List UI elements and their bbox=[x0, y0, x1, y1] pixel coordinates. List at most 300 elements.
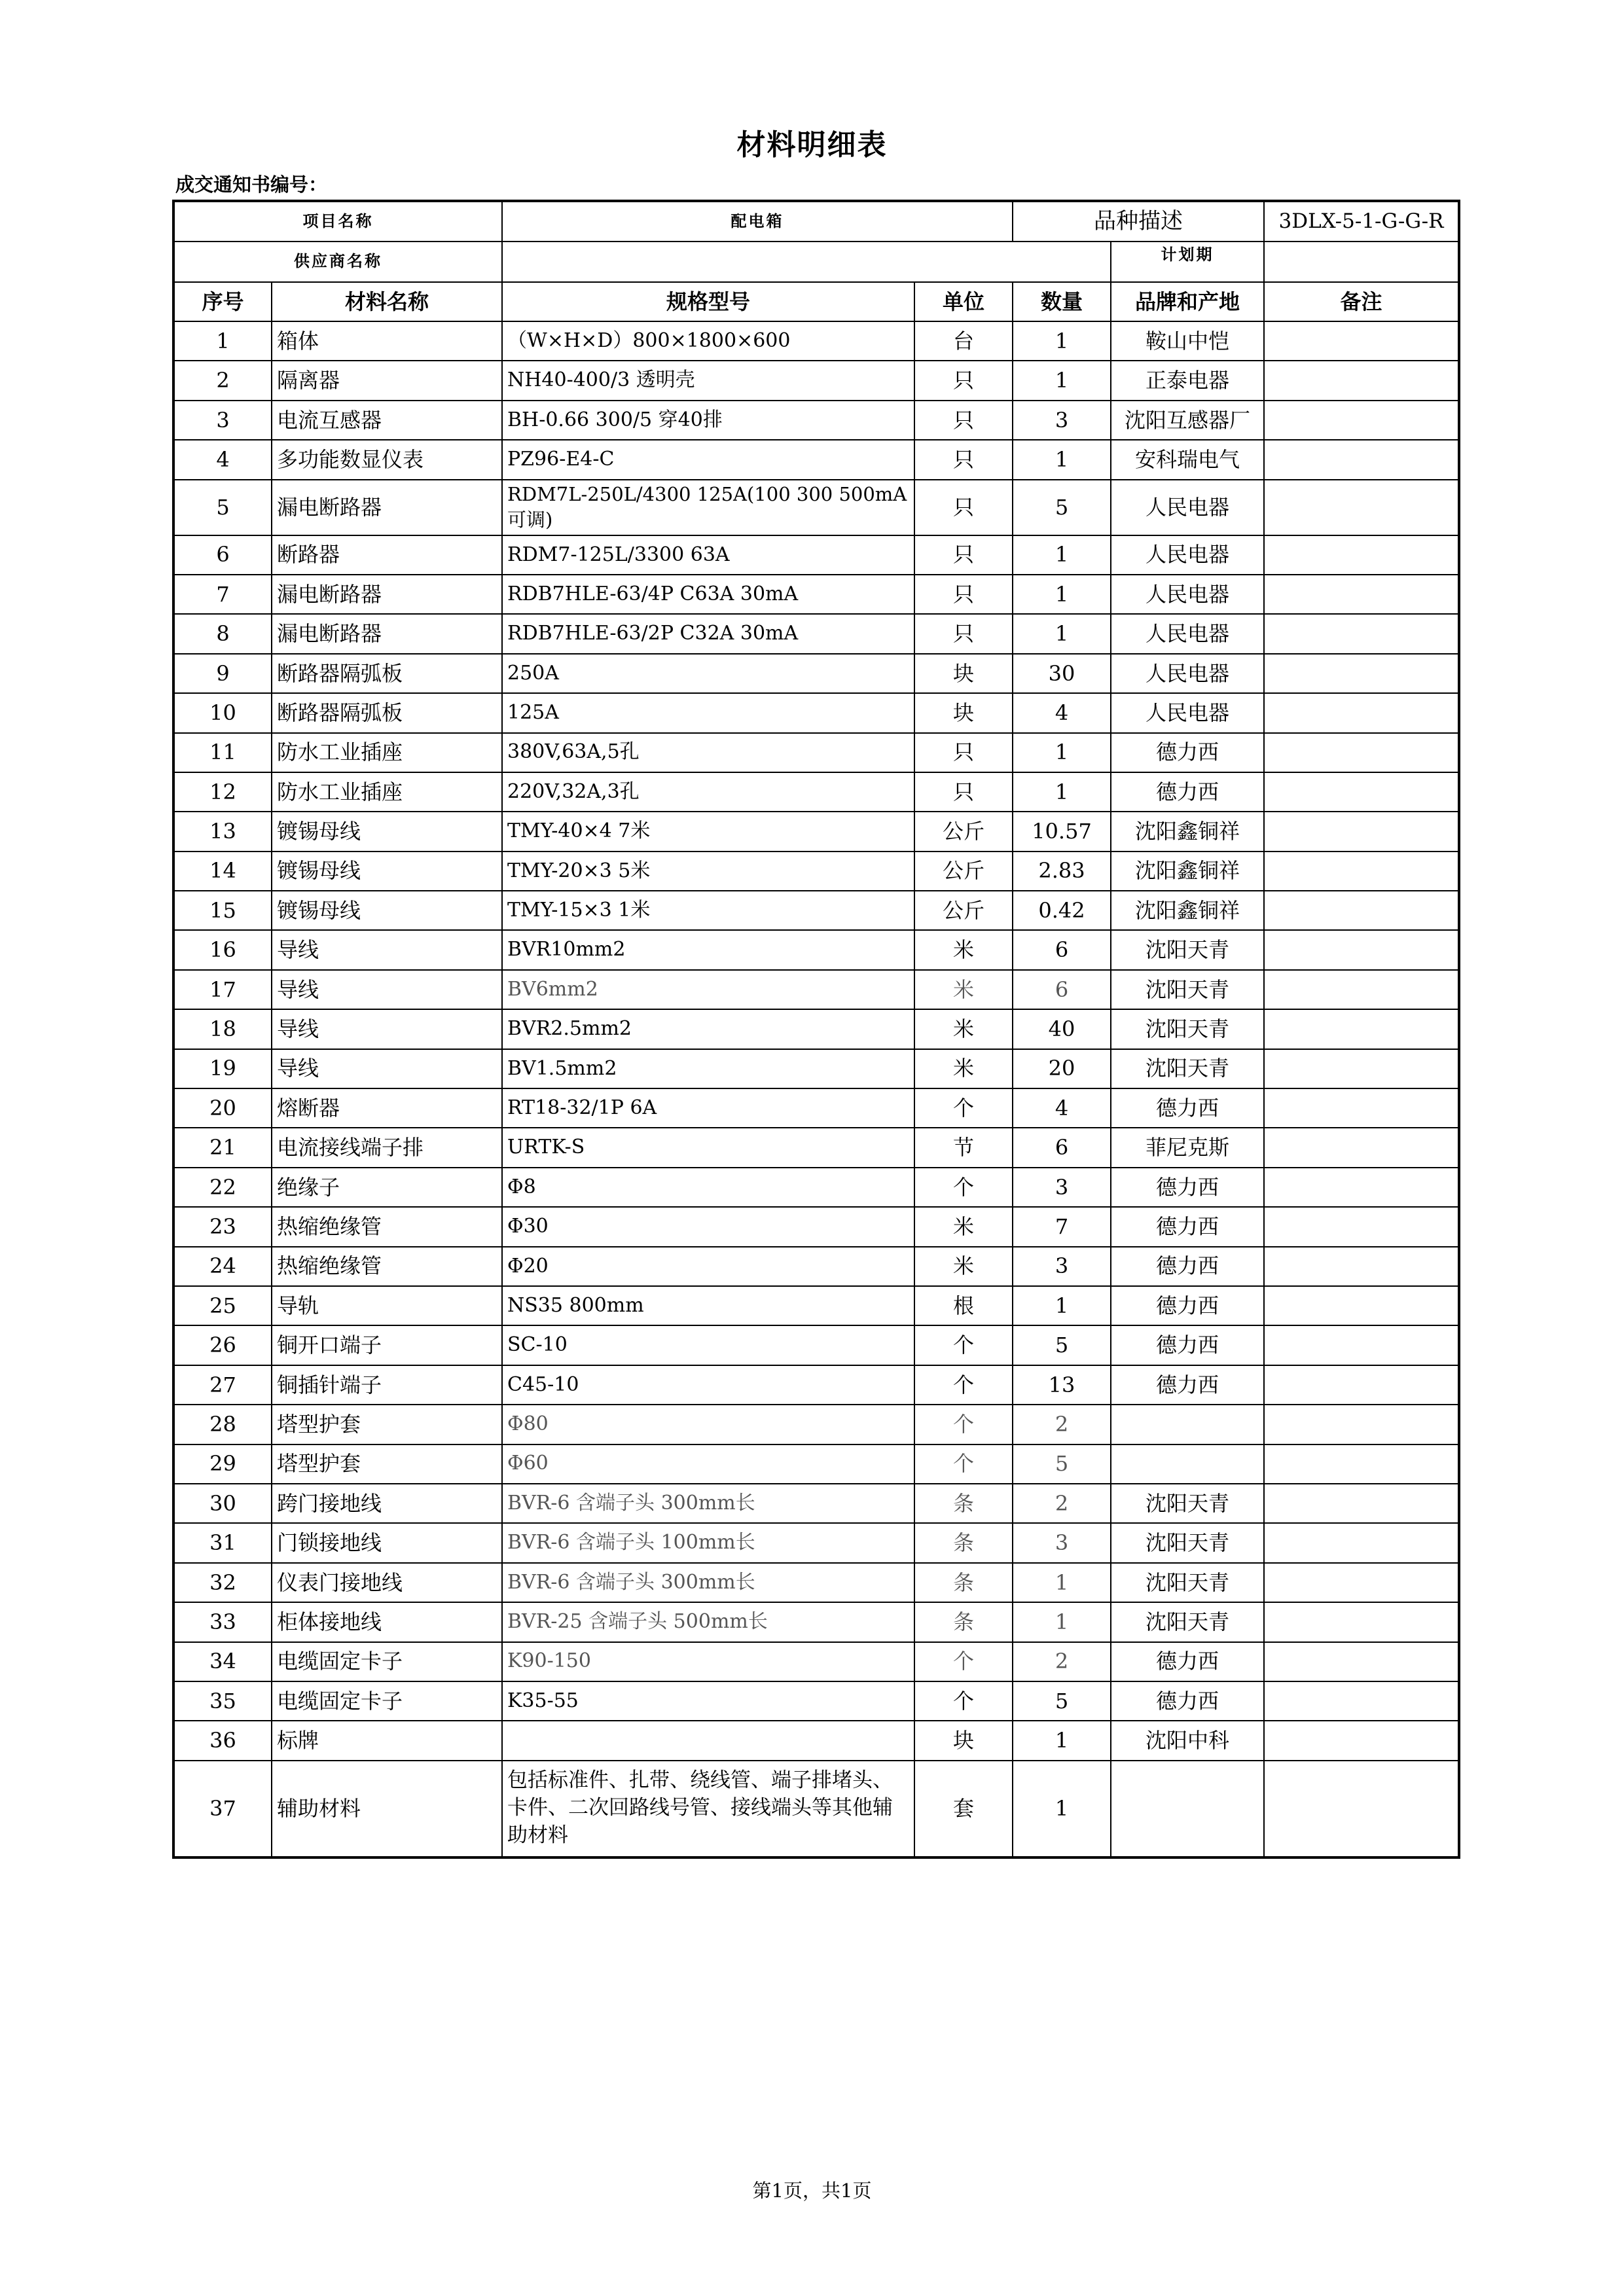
brand-origin-cell: 德力西 bbox=[1111, 1207, 1264, 1246]
unit-cell: 条 bbox=[914, 1602, 1013, 1641]
table-row bbox=[173, 1681, 1459, 1721]
quantity-cell: 1 bbox=[1013, 733, 1111, 772]
quantity-cell: 3 bbox=[1013, 401, 1111, 440]
unit-cell: 只 bbox=[914, 401, 1013, 440]
brand-origin-cell: 德力西 bbox=[1111, 1247, 1264, 1286]
spec-model-cell: TMY-40×4 7米 bbox=[502, 812, 914, 851]
remark-cell bbox=[1264, 401, 1459, 440]
supplier-name-label: 供应商名称 bbox=[173, 242, 502, 282]
row-number-cell: 21 bbox=[173, 1128, 272, 1167]
remark-cell bbox=[1264, 361, 1459, 400]
unit-cell: 只 bbox=[914, 575, 1013, 614]
remark-cell bbox=[1264, 1365, 1459, 1405]
unit-cell: 只 bbox=[914, 614, 1013, 653]
table-row bbox=[173, 654, 1459, 693]
spec-model-cell: C45-10 bbox=[502, 1365, 914, 1405]
row-number-cell: 26 bbox=[173, 1325, 272, 1365]
remark-cell bbox=[1264, 930, 1459, 969]
brand-origin-cell: 鞍山中恺 bbox=[1111, 321, 1264, 361]
spec-model-cell: BH-0.66 300/5 穿40排 bbox=[502, 401, 914, 440]
spec-model-cell: Φ60 bbox=[502, 1444, 914, 1484]
remark-cell bbox=[1264, 575, 1459, 614]
table-row bbox=[173, 1523, 1459, 1562]
quantity-cell: 1 bbox=[1013, 535, 1111, 575]
quantity-cell: 1 bbox=[1013, 575, 1111, 614]
row-number-cell: 12 bbox=[173, 772, 272, 812]
brand-origin-cell: 德力西 bbox=[1111, 1168, 1264, 1207]
row-number-cell: 37 bbox=[173, 1761, 272, 1857]
material-name-cell: 熔断器 bbox=[272, 1088, 502, 1128]
remark-cell bbox=[1264, 812, 1459, 851]
table-row bbox=[173, 614, 1459, 653]
column-header-unit: 单位 bbox=[914, 282, 1013, 321]
row-number-cell: 13 bbox=[173, 812, 272, 851]
row-number-cell: 31 bbox=[173, 1523, 272, 1562]
table-row bbox=[173, 1207, 1459, 1246]
unit-cell: 条 bbox=[914, 1523, 1013, 1562]
spec-model-cell: RDM7L-250L/4300 125A(100 300 500mA可调) bbox=[502, 480, 914, 535]
unit-cell: 块 bbox=[914, 654, 1013, 693]
remark-cell bbox=[1264, 654, 1459, 693]
material-name-cell: 铜插针端子 bbox=[272, 1365, 502, 1405]
row-number-cell: 32 bbox=[173, 1563, 272, 1602]
row-number-cell: 5 bbox=[173, 480, 272, 535]
unit-cell: 个 bbox=[914, 1325, 1013, 1365]
table-row bbox=[173, 693, 1459, 732]
brand-origin-cell: 沈阳中科 bbox=[1111, 1721, 1264, 1760]
brand-origin-cell: 沈阳鑫铜祥 bbox=[1111, 812, 1264, 851]
unit-cell: 米 bbox=[914, 1009, 1013, 1049]
quantity-cell: 7 bbox=[1013, 1207, 1111, 1246]
material-name-cell: 漏电断路器 bbox=[272, 575, 502, 614]
brand-origin-cell: 人民电器 bbox=[1111, 614, 1264, 653]
column-header-name: 材料名称 bbox=[272, 282, 502, 321]
page-title: 材料明细表 bbox=[736, 128, 888, 162]
material-name-cell: 导线 bbox=[272, 1009, 502, 1049]
brand-origin-cell: 沈阳天青 bbox=[1111, 1602, 1264, 1641]
quantity-cell: 1 bbox=[1013, 321, 1111, 361]
row-number-cell: 6 bbox=[173, 535, 272, 575]
spec-model-cell: 包括标准件、扎带、绕线管、端子排堵头、卡件、二次回路线号管、接线端头等其他辅助材料 bbox=[502, 1761, 914, 1857]
brand-origin-cell: 德力西 bbox=[1111, 733, 1264, 772]
column-header-qty: 数量 bbox=[1013, 282, 1111, 321]
table-row bbox=[173, 1444, 1459, 1484]
unit-cell: 条 bbox=[914, 1563, 1013, 1602]
remark-cell bbox=[1264, 1761, 1459, 1857]
quantity-cell: 20 bbox=[1013, 1049, 1111, 1088]
remark-cell bbox=[1264, 891, 1459, 930]
remark-cell bbox=[1264, 1247, 1459, 1286]
brand-origin-cell: 沈阳天青 bbox=[1111, 1484, 1264, 1523]
quantity-cell: 1 bbox=[1013, 772, 1111, 812]
unit-cell: 只 bbox=[914, 535, 1013, 575]
row-number-cell: 4 bbox=[173, 440, 272, 479]
table-row bbox=[173, 321, 1459, 361]
brand-origin-cell: 人民电器 bbox=[1111, 654, 1264, 693]
materials-table bbox=[172, 200, 1460, 1859]
spec-model-cell: NS35 800mm bbox=[502, 1286, 914, 1325]
quantity-cell: 5 bbox=[1013, 480, 1111, 535]
spec-model-cell: BVR-6 含端子头 100mm长 bbox=[502, 1523, 914, 1562]
remark-cell bbox=[1264, 1721, 1459, 1760]
remark-cell bbox=[1264, 1325, 1459, 1365]
remark-cell bbox=[1264, 535, 1459, 575]
spec-model-cell: RT18-32/1P 6A bbox=[502, 1088, 914, 1128]
material-name-cell: 塔型护套 bbox=[272, 1405, 502, 1444]
variety-description-value: 3DLX-5-1-G-G-R bbox=[1264, 201, 1459, 242]
plan-period-value bbox=[1264, 242, 1459, 282]
row-number-cell: 25 bbox=[173, 1286, 272, 1325]
spec-model-cell: Φ8 bbox=[502, 1168, 914, 1207]
column-header-spec: 规格型号 bbox=[502, 282, 914, 321]
brand-origin-cell bbox=[1111, 1761, 1264, 1857]
table-row bbox=[173, 1286, 1459, 1325]
spec-model-cell: BV1.5mm2 bbox=[502, 1049, 914, 1088]
material-name-cell: 电流接线端子排 bbox=[272, 1128, 502, 1167]
remark-cell bbox=[1264, 1009, 1459, 1049]
row-number-cell: 14 bbox=[173, 852, 272, 891]
quantity-cell: 5 bbox=[1013, 1325, 1111, 1365]
spec-model-cell: NH40-400/3 透明壳 bbox=[502, 361, 914, 400]
remark-cell bbox=[1264, 1642, 1459, 1681]
quantity-cell: 0.42 bbox=[1013, 891, 1111, 930]
quantity-cell: 4 bbox=[1013, 693, 1111, 732]
spec-model-cell: BVR10mm2 bbox=[502, 930, 914, 969]
spec-model-cell: 125A bbox=[502, 693, 914, 732]
spec-model-cell: BVR-25 含端子头 500mm长 bbox=[502, 1602, 914, 1641]
unit-cell: 只 bbox=[914, 733, 1013, 772]
spec-model-cell: TMY-20×3 5米 bbox=[502, 852, 914, 891]
row-number-cell: 16 bbox=[173, 930, 272, 969]
quantity-cell: 40 bbox=[1013, 1009, 1111, 1049]
material-name-cell: 热缩绝缘管 bbox=[272, 1207, 502, 1246]
table-row bbox=[173, 1405, 1459, 1444]
remark-cell bbox=[1264, 1049, 1459, 1088]
unit-cell: 个 bbox=[914, 1642, 1013, 1681]
quantity-cell: 2 bbox=[1013, 1405, 1111, 1444]
material-name-cell: 导线 bbox=[272, 970, 502, 1009]
brand-origin-cell: 沈阳天青 bbox=[1111, 1523, 1264, 1562]
unit-cell: 米 bbox=[914, 1247, 1013, 1286]
row-number-cell: 8 bbox=[173, 614, 272, 653]
quantity-cell: 6 bbox=[1013, 970, 1111, 1009]
header-row-project bbox=[173, 201, 1459, 242]
quantity-cell: 5 bbox=[1013, 1444, 1111, 1484]
material-name-cell: 断路器隔弧板 bbox=[272, 654, 502, 693]
unit-cell: 块 bbox=[914, 1721, 1013, 1760]
unit-cell: 米 bbox=[914, 1207, 1013, 1246]
brand-origin-cell: 德力西 bbox=[1111, 1286, 1264, 1325]
material-name-cell: 断路器 bbox=[272, 535, 502, 575]
table-row bbox=[173, 1642, 1459, 1681]
material-name-cell: 辅助材料 bbox=[272, 1761, 502, 1857]
table-row bbox=[173, 891, 1459, 930]
unit-cell: 套 bbox=[914, 1761, 1013, 1857]
remark-cell bbox=[1264, 1168, 1459, 1207]
spec-model-cell: 380V,63A,5孔 bbox=[502, 733, 914, 772]
remark-cell bbox=[1264, 614, 1459, 653]
unit-cell: 个 bbox=[914, 1365, 1013, 1405]
brand-origin-cell: 沈阳鑫铜祥 bbox=[1111, 852, 1264, 891]
quantity-cell: 1 bbox=[1013, 361, 1111, 400]
remark-cell bbox=[1264, 1088, 1459, 1128]
unit-cell: 公斤 bbox=[914, 852, 1013, 891]
table-row bbox=[173, 772, 1459, 812]
brand-origin-cell: 德力西 bbox=[1111, 1681, 1264, 1721]
remark-cell bbox=[1264, 1207, 1459, 1246]
column-header-no: 序号 bbox=[173, 282, 272, 321]
remark-cell bbox=[1264, 440, 1459, 479]
table-row bbox=[173, 1484, 1459, 1523]
material-name-cell: 门锁接地线 bbox=[272, 1523, 502, 1562]
unit-cell: 节 bbox=[914, 1128, 1013, 1167]
brand-origin-cell: 德力西 bbox=[1111, 1642, 1264, 1681]
row-number-cell: 29 bbox=[173, 1444, 272, 1484]
spec-model-cell: PZ96-E4-C bbox=[502, 440, 914, 479]
unit-cell: 只 bbox=[914, 480, 1013, 535]
brand-origin-cell: 沈阳天青 bbox=[1111, 1563, 1264, 1602]
brand-origin-cell: 沈阳天青 bbox=[1111, 1009, 1264, 1049]
brand-origin-cell: 德力西 bbox=[1111, 772, 1264, 812]
row-number-cell: 7 bbox=[173, 575, 272, 614]
row-number-cell: 20 bbox=[173, 1088, 272, 1128]
remark-cell bbox=[1264, 1405, 1459, 1444]
row-number-cell: 10 bbox=[173, 693, 272, 732]
unit-cell: 米 bbox=[914, 930, 1013, 969]
material-name-cell: 标牌 bbox=[272, 1721, 502, 1760]
table-row bbox=[173, 733, 1459, 772]
brand-origin-cell: 正泰电器 bbox=[1111, 361, 1264, 400]
table-row bbox=[173, 401, 1459, 440]
material-name-cell: 镀锡母线 bbox=[272, 891, 502, 930]
row-number-cell: 34 bbox=[173, 1642, 272, 1681]
spec-model-cell: K90-150 bbox=[502, 1642, 914, 1681]
quantity-cell: 1 bbox=[1013, 1761, 1111, 1857]
material-name-cell: 柜体接地线 bbox=[272, 1602, 502, 1641]
remark-cell bbox=[1264, 1681, 1459, 1721]
unit-cell: 条 bbox=[914, 1484, 1013, 1523]
page-footer: 第1页，共1页 bbox=[752, 2179, 872, 2202]
brand-origin-cell: 人民电器 bbox=[1111, 535, 1264, 575]
remark-cell bbox=[1264, 1563, 1459, 1602]
unit-cell: 只 bbox=[914, 440, 1013, 479]
row-number-cell: 1 bbox=[173, 321, 272, 361]
spec-model-cell: 250A bbox=[502, 654, 914, 693]
spec-model-cell: Φ80 bbox=[502, 1405, 914, 1444]
project-name-value: 配电箱 bbox=[502, 201, 1013, 242]
material-name-cell: 导线 bbox=[272, 1049, 502, 1088]
row-number-cell: 17 bbox=[173, 970, 272, 1009]
remark-cell bbox=[1264, 1444, 1459, 1484]
spec-model-cell: RDB7HLE-63/2P C32A 30mA bbox=[502, 614, 914, 653]
table-row bbox=[173, 1365, 1459, 1405]
spec-model-cell: 220V,32A,3孔 bbox=[502, 772, 914, 812]
unit-cell: 块 bbox=[914, 693, 1013, 732]
row-number-cell: 3 bbox=[173, 401, 272, 440]
material-name-cell: 导线 bbox=[272, 930, 502, 969]
unit-cell: 个 bbox=[914, 1168, 1013, 1207]
brand-origin-cell: 安科瑞电气 bbox=[1111, 440, 1264, 479]
plan-period-label: 计划期 bbox=[1111, 242, 1264, 282]
material-name-cell: 防水工业插座 bbox=[272, 772, 502, 812]
quantity-cell: 6 bbox=[1013, 930, 1111, 969]
unit-cell: 公斤 bbox=[914, 891, 1013, 930]
quantity-cell: 1 bbox=[1013, 1563, 1111, 1602]
material-name-cell: 镀锡母线 bbox=[272, 812, 502, 851]
brand-origin-cell: 德力西 bbox=[1111, 1325, 1264, 1365]
spec-model-cell bbox=[502, 1721, 914, 1760]
row-number-cell: 19 bbox=[173, 1049, 272, 1088]
table-row bbox=[173, 812, 1459, 851]
table-row bbox=[173, 930, 1459, 969]
unit-cell: 只 bbox=[914, 361, 1013, 400]
table-row bbox=[173, 361, 1459, 400]
brand-origin-cell bbox=[1111, 1444, 1264, 1484]
row-number-cell: 18 bbox=[173, 1009, 272, 1049]
material-name-cell: 漏电断路器 bbox=[272, 614, 502, 653]
table-row bbox=[173, 1009, 1459, 1049]
table-row bbox=[173, 970, 1459, 1009]
row-number-cell: 23 bbox=[173, 1207, 272, 1246]
row-number-cell: 15 bbox=[173, 891, 272, 930]
header-row-supplier bbox=[173, 242, 1459, 282]
brand-origin-cell: 德力西 bbox=[1111, 1365, 1264, 1405]
table-row bbox=[173, 1721, 1459, 1760]
material-name-cell: 隔离器 bbox=[272, 361, 502, 400]
row-number-cell: 35 bbox=[173, 1681, 272, 1721]
unit-cell: 个 bbox=[914, 1681, 1013, 1721]
spec-model-cell: SC-10 bbox=[502, 1325, 914, 1365]
material-name-cell: 断路器隔弧板 bbox=[272, 693, 502, 732]
remark-cell bbox=[1264, 852, 1459, 891]
table-row bbox=[173, 575, 1459, 614]
material-name-cell: 铜开口端子 bbox=[272, 1325, 502, 1365]
variety-description-label: 品种描述 bbox=[1013, 201, 1264, 242]
row-number-cell: 36 bbox=[173, 1721, 272, 1760]
remark-cell bbox=[1264, 1286, 1459, 1325]
quantity-cell: 1 bbox=[1013, 1602, 1111, 1641]
table-row bbox=[173, 1247, 1459, 1286]
quantity-cell: 1 bbox=[1013, 1721, 1111, 1760]
brand-origin-cell: 沈阳天青 bbox=[1111, 970, 1264, 1009]
spec-model-cell: Φ30 bbox=[502, 1207, 914, 1246]
column-header-row bbox=[173, 282, 1459, 321]
spec-model-cell: RDM7-125L/3300 63A bbox=[502, 535, 914, 575]
material-name-cell: 电缆固定卡子 bbox=[272, 1681, 502, 1721]
material-name-cell: 漏电断路器 bbox=[272, 480, 502, 535]
material-name-cell: 镀锡母线 bbox=[272, 852, 502, 891]
column-header-brand: 品牌和产地 bbox=[1111, 282, 1264, 321]
row-number-cell: 33 bbox=[173, 1602, 272, 1641]
table-row bbox=[173, 535, 1459, 575]
column-header-note: 备注 bbox=[1264, 282, 1459, 321]
table-row bbox=[173, 1602, 1459, 1641]
unit-cell: 米 bbox=[914, 970, 1013, 1009]
spec-model-cell: K35-55 bbox=[502, 1681, 914, 1721]
spec-model-cell: RDB7HLE-63/4P C63A 30mA bbox=[502, 575, 914, 614]
table-row bbox=[173, 1049, 1459, 1088]
quantity-cell: 13 bbox=[1013, 1365, 1111, 1405]
row-number-cell: 22 bbox=[173, 1168, 272, 1207]
remark-cell bbox=[1264, 1484, 1459, 1523]
spec-model-cell: （W×H×D）800×1800×600 bbox=[502, 321, 914, 361]
quantity-cell: 3 bbox=[1013, 1247, 1111, 1286]
remark-cell bbox=[1264, 733, 1459, 772]
quantity-cell: 3 bbox=[1013, 1523, 1111, 1562]
spec-model-cell: BV6mm2 bbox=[502, 970, 914, 1009]
remark-cell bbox=[1264, 693, 1459, 732]
quantity-cell: 6 bbox=[1013, 1128, 1111, 1167]
row-number-cell: 2 bbox=[173, 361, 272, 400]
unit-cell: 根 bbox=[914, 1286, 1013, 1325]
quantity-cell: 5 bbox=[1013, 1681, 1111, 1721]
row-number-cell: 24 bbox=[173, 1247, 272, 1286]
quantity-cell: 1 bbox=[1013, 614, 1111, 653]
notice-number-label: 成交通知书编号： bbox=[175, 173, 328, 196]
remark-cell bbox=[1264, 970, 1459, 1009]
remark-cell bbox=[1264, 1602, 1459, 1641]
brand-origin-cell: 菲尼克斯 bbox=[1111, 1128, 1264, 1167]
quantity-cell: 4 bbox=[1013, 1088, 1111, 1128]
supplier-name-value bbox=[502, 242, 1111, 282]
table-row bbox=[173, 1325, 1459, 1365]
unit-cell: 只 bbox=[914, 772, 1013, 812]
unit-cell: 台 bbox=[914, 321, 1013, 361]
remark-cell bbox=[1264, 772, 1459, 812]
remark-cell bbox=[1264, 1128, 1459, 1167]
material-name-cell: 跨门接地线 bbox=[272, 1484, 502, 1523]
remark-cell bbox=[1264, 321, 1459, 361]
unit-cell: 公斤 bbox=[914, 812, 1013, 851]
brand-origin-cell: 沈阳互感器厂 bbox=[1111, 401, 1264, 440]
material-name-cell: 电流互感器 bbox=[272, 401, 502, 440]
material-name-cell: 导轨 bbox=[272, 1286, 502, 1325]
row-number-cell: 30 bbox=[173, 1484, 272, 1523]
material-name-cell: 仪表门接地线 bbox=[272, 1563, 502, 1602]
material-name-cell: 绝缘子 bbox=[272, 1168, 502, 1207]
quantity-cell: 1 bbox=[1013, 1286, 1111, 1325]
unit-cell: 米 bbox=[914, 1049, 1013, 1088]
row-number-cell: 27 bbox=[173, 1365, 272, 1405]
row-number-cell: 9 bbox=[173, 654, 272, 693]
spec-model-cell: Φ20 bbox=[502, 1247, 914, 1286]
unit-cell: 个 bbox=[914, 1405, 1013, 1444]
quantity-cell: 3 bbox=[1013, 1168, 1111, 1207]
brand-origin-cell: 沈阳鑫铜祥 bbox=[1111, 891, 1264, 930]
material-name-cell: 电缆固定卡子 bbox=[272, 1642, 502, 1681]
unit-cell: 个 bbox=[914, 1444, 1013, 1484]
remark-cell bbox=[1264, 480, 1459, 535]
quantity-cell: 10.57 bbox=[1013, 812, 1111, 851]
table-row bbox=[173, 440, 1459, 479]
row-number-cell: 11 bbox=[173, 733, 272, 772]
material-name-cell: 塔型护套 bbox=[272, 1444, 502, 1484]
material-name-cell: 防水工业插座 bbox=[272, 733, 502, 772]
quantity-cell: 2 bbox=[1013, 1642, 1111, 1681]
table-row bbox=[173, 852, 1459, 891]
material-name-cell: 箱体 bbox=[272, 321, 502, 361]
row-number-cell: 28 bbox=[173, 1405, 272, 1444]
table-row bbox=[173, 1128, 1459, 1167]
brand-origin-cell: 人民电器 bbox=[1111, 575, 1264, 614]
remark-cell bbox=[1264, 1523, 1459, 1562]
material-name-cell: 多功能数显仪表 bbox=[272, 440, 502, 479]
table-row bbox=[173, 1168, 1459, 1207]
brand-origin-cell bbox=[1111, 1405, 1264, 1444]
spec-model-cell: URTK-S bbox=[502, 1128, 914, 1167]
unit-cell: 个 bbox=[914, 1088, 1013, 1128]
spec-model-cell: BVR-6 含端子头 300mm长 bbox=[502, 1563, 914, 1602]
